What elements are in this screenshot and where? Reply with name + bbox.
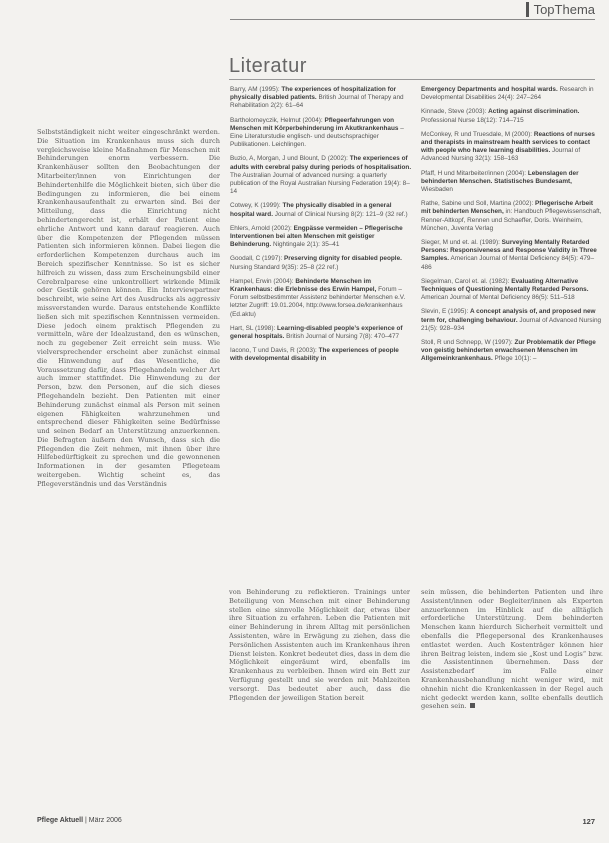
literature-rule [229, 79, 595, 80]
reference-rest: Journal of Advanced Nursing 32(1): 158–163 [421, 147, 581, 163]
reference-rest: The Australian Journal of advanced nursing: a quarterly publication of the Royal Australian Nursing Federation 19(4): 8–14 [230, 171, 410, 196]
header-rule [230, 19, 595, 20]
reference-author: Bartholomeyczik, Helmut (2004): [230, 116, 323, 124]
reference-entry [421, 131, 604, 164]
reference-author: Iacono, T und Davis, R (2003): [230, 347, 317, 355]
body-column-2 [229, 588, 410, 813]
reference-entry [230, 325, 413, 341]
reference-rest: Research in Developmental Disabilities 24(4): 247–264 [421, 86, 594, 102]
footer-journal [37, 817, 122, 824]
reference-title: Lebenslagen der behinderten Menschen. Statistisches Bundesamt, [421, 169, 579, 185]
reference-author: Kinnade, Steve (2003): [421, 108, 487, 116]
reference-entry [230, 278, 413, 319]
body-column-1 [37, 128, 220, 813]
body-text-2: von Behinderung zu reflektieren. Trainings unter Beteiligung von Menschen mit einer Behinderung stellen eine sinnvolle Möglichkeit dar, etwas über ihre Situation zu erfahren. Leben die Patienten mit einer Behinderung in ihrem Alltag mit persönlichen Assistenten, wäre in Erwägung zu ziehen, dass die Persönlichen Assistenten auch im Krankenhaus ihren Dienst leisten. Konkret bedeutet dies, dass in dem die Möglichkeit eingeräumt wird, ebenfalls im Krankenhaus zu verbleiben. Ihnen wird ein Bett zur Verfügung gestellt und sie werden mit Mahlzeiten versorgt. Das bedeutet aber auch, dass die Pflegenden der jeweiligen Station bereit [229, 588, 410, 702]
reference-title: Pflegerische Arbeit mit behinderten Menschen, [421, 200, 594, 216]
reference-rest: Pflege 10(1): – [494, 355, 537, 363]
page-number: 127 [582, 817, 595, 826]
reference-author: Barry, AM (1995): [230, 86, 280, 93]
body-text-1: Selbstständigkeit nicht weiter eingeschränkt werden. Die Situation im Krankenhaus muss sich durch vergleichsweise kleine Maßnahmen für Menschen mit Behinderungen enorm verbessern. Die Krankenhäuser sollten den Beobachtungen der Mitarbeiter/innen von Einrichtungen der Behindertenhilfe die Möglichkeit bieten, sich über die Bedingungen zu informieren, die bei einem Krankenhausaufenthalt zu erwarten sind. Bei der Mitteilung, dass die Einrichtung nicht behindertengerecht ist, erhält der Patient eine ehrliche Antwort und kann darauf reagieren. Auch über die Kompetenzen der Pflegenden müssen Patienten sich informieren können. Dabei liegen die erforderlichen Kompetenzen durchaus auch im Bereich spezifischer Kenntnisse. So ist es sicher hilfreich zu wissen, dass zum Erscheinungsbild einer Cerebralparese eine unkontrolliert wirkende Mimik oder Gestik gehören können. Ein Interviewpartner beschreibt, wie seine Art des Ausdrucks als aggressiv missverstanden wurde. Daraus entstehende Konflikte ließen sich mit spezifischen Kenntnissen vermeiden. Diese jedoch einem praktisch Pflegenden zu vermitteln, wäre der Idealzustand, den es wünschen, noch zu gegebener Zeit erreicht sein muss. Wie vielversprechender erscheint aber zunächst einmal die Hinwendung auf das Wesentliche, die Voraussetzung dafür, dass Pflegehandeln welcher Art auch immer stattfindet. Die Hinwendung zu der Person, bzw. den Personen, auf die sich dieses Pflegehandeln bezieht. Den Patienten mit einer Behinderung zunächst einmal als Person mit seinen eigenen Fähigkeiten wahrzunehmen und entsprechend dieser Fähigkeiten seine Bedürfnisse und seinen Bedarf an Unterstützung anzuerkennen. Die Befragten äußern den Wunsch, dass sich die Pflegenden die Zeit nehmen, mit ihnen über ihre Hilfebedürftigkeit zu sprechen und die gewonnenen Informationen in der gesamten Pflegeteam weitergeben. Wichtig scheint es, das Pflegeverständnis und das Verständnis [37, 128, 220, 488]
end-of-article-mark [470, 703, 475, 708]
reference-entry [230, 155, 413, 196]
reference-title: The physically disabled in a general hospital ward. [230, 202, 392, 218]
reference-entry [230, 202, 413, 218]
reference-title: Surveying Mentally Retarded Persons: Responsiveness and Response Validity in Three Samples. [421, 239, 597, 263]
reference-author: Goodall, C (1997): [230, 255, 283, 263]
reference-entry [421, 278, 604, 303]
reference-rest: Journal of Advanced Nursing 21(5): 928–934 [421, 316, 602, 332]
journal-issue: | März 2006 [84, 817, 122, 824]
references-column-1 [230, 86, 413, 370]
reference-entry [230, 347, 413, 363]
reference-entry [230, 255, 413, 271]
reference-entry [421, 200, 604, 233]
reference-entry [230, 225, 413, 250]
reference-entry [230, 117, 413, 150]
section-label: TopThema [526, 2, 595, 17]
reference-author: Slevin, E (1995): [421, 308, 469, 316]
reference-rest: American Journal of Mental Deficiency 84(5): 479–486 [421, 255, 595, 271]
reference-title: The experiences of adults with cerebral palsy during periods of hospitalisation. [230, 155, 412, 171]
reference-author: Hampel, Erwin (2004): [230, 277, 294, 285]
reference-author: Ehlers, Arnold (2002): [230, 224, 292, 232]
reference-author: Siegelman, Carol et. al. (1982): [421, 277, 510, 285]
reference-rest: in: Handbuch Pflegewissenschaft, Renner-Altkopf, Rennen und Schaeffer, Doris. Weinheim, München, Juventa Verlag [421, 208, 602, 232]
reference-title: Evaluating Alternative Techniques of Questioning Mentally Retarded Persons. [421, 277, 589, 294]
reference-title: Learning-disabled people’s experience of general hospitals. [230, 324, 403, 341]
reference-entry [421, 170, 604, 195]
reference-rest: British Journal of Nursing 7(8): 470–477 [286, 333, 400, 341]
reference-author: Hart, SL (1998): [230, 324, 276, 332]
reference-rest: Nursing Standard 9(35): 25–8 (22 ref.) [230, 263, 339, 271]
reference-entry [421, 339, 604, 364]
reference-title: Zur Problematik der Pflege von geistig behinderten erwachsenen Menschen im Allgemeinkrankenhaus. [421, 339, 596, 363]
reference-title: A concept analysis of, and proposed new term for, challenging behaviour. [421, 308, 596, 324]
references-column-2 [421, 86, 604, 370]
reference-author: Buzio, A, Morgan, J und Blount, D (2002): [230, 155, 348, 163]
reference-entry [421, 108, 604, 124]
reference-entry [421, 239, 604, 272]
body-text-3: sein müssen, die behinderten Patienten und ihre Assistent/innen oder Begleiter/innen als Experten anzuerkennen im Hinblick auf die alltäglich erforderliche Unterstützung. Dem behinderten Menschen kann hierdurch Sicherheit vermittelt und ebenfalls die Pflegepersonal des Krankenhauses entlastet werden. Auch Kostenträger können hier ihren Beitrag leisten, indem sie „Kost und Logis“ bzw. die Assistentinnen übernehmen. Dass der Assistenzbedarf im Falle einer Krankenhausbehandlung nicht weniger wird, mit ohnehin nicht die Krankenkassen in der Regel auch nicht gedeckt werden kann, sollte ebenfalls deutlich gesehen sein. [421, 588, 603, 711]
journal-name: Pflege Aktuell [37, 817, 84, 824]
reference-title: Preserving dignity for disabled people. [284, 255, 402, 263]
reference-author: Pfaff, H und Mitarbeiter/innen (2004): [421, 169, 527, 177]
reference-title: Acting against discrimination. [488, 108, 580, 116]
reference-rest: Professional Nurse 18(12): 714–715 [421, 116, 524, 124]
reference-author: Stoll, R und Schnepp, W (1997): [421, 339, 513, 347]
reference-author: Cotwey, K (1999): [230, 202, 281, 210]
reference-title: Behinderte Menschen im Krankenhaus: die Erlebnisse des Erwin Hampel, [230, 277, 377, 294]
reference-entry [421, 308, 604, 333]
reference-author: McConkey, R und Truesdale, M (2000): [421, 130, 533, 138]
reference-title: Pflegeerfahrungen von Menschen mit Körperbehinderung im Akutkrankenhaus [230, 116, 399, 132]
reference-entry [421, 86, 604, 102]
body-column-3 [421, 588, 603, 813]
reference-entry [230, 86, 413, 111]
reference-rest: – Eine Literaturstudie englisch- und deutschsprachiger Publikationen. Leichlingen. [230, 124, 404, 149]
reference-rest: British Journal of Therapy and Rehabilitation 2(2): 61–64 [230, 94, 404, 110]
literature-heading: Literatur [229, 55, 307, 77]
reference-author: Sieger, M und et. al. (1989): [421, 239, 500, 247]
reference-rest: American Journal of Mental Deficiency 86(5): 511–518 [421, 294, 575, 302]
reference-rest: Journal of Clinical Nursing 8(2): 121–9 (32 ref.) [274, 210, 408, 218]
reference-title: The experiences of hospitalization for physically disabled patients. [230, 86, 397, 102]
reference-title: Engpässe vermeiden – Pflegerische Interventionen bei alten Menschen mit geistiger Behinderung. [230, 224, 403, 249]
reference-author: Rathe, Sabine und Soll, Martina (2002): [421, 200, 534, 208]
reference-rest: Nightingale 2(1): 35–41 [272, 241, 340, 249]
reference-rest: Wiesbaden [421, 186, 453, 194]
reference-rest: Forum – Forum selbstbestimmter Assistenz behinderter Menschen e.V. letzter Zugriff: 19.01.2004, http://www.forsea.de/krankenhaus (Ed.aktu) [230, 286, 406, 318]
reference-title: Reactions of nurses and therapists in mainstream health services to contact with people who have learning disabilities. [421, 130, 595, 155]
reference-title: Emergency Departments and hospital wards. [421, 86, 558, 93]
reference-title: The experiences of people with developmental disability in [230, 347, 399, 363]
